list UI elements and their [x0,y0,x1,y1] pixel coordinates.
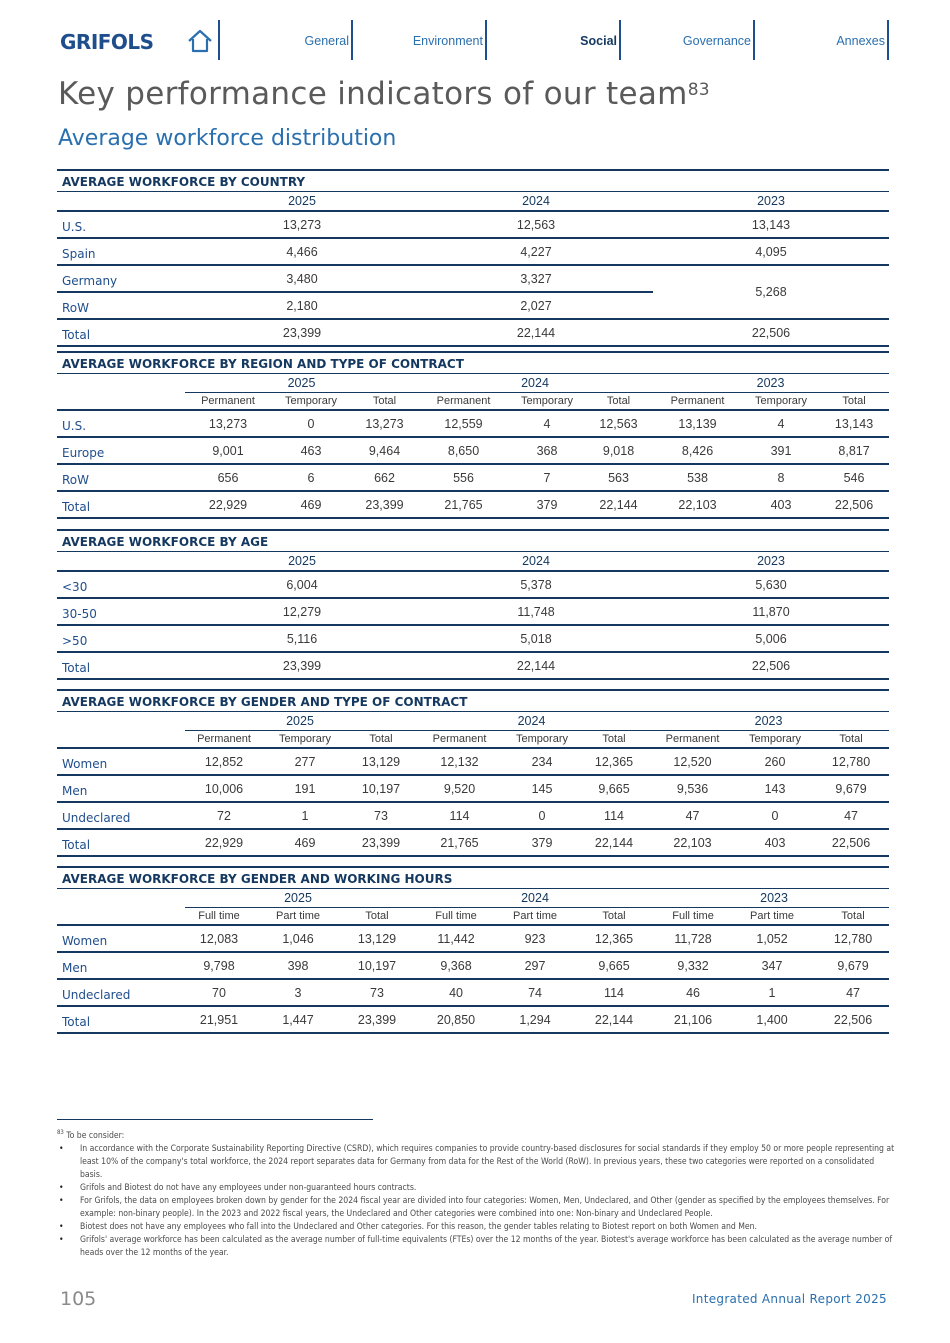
cell: 379 [509,491,585,518]
year-header: 2023 [648,712,889,731]
cell: 13,139 [652,410,743,437]
cell: 12,083 [185,925,253,952]
row-label: Women [57,925,185,952]
table-by-age [57,529,889,680]
table-row-total [57,829,889,856]
cell: 234 [504,748,580,775]
cell: 22,103 [652,491,743,518]
cell: 12,780 [817,925,889,952]
col-full-time: Full time [185,908,253,926]
footnote-bullet: • For Grifols, the data on employees broken down by gender for the 2024 fiscal year are divided into four categories: Women, Men, Undeclared, and Other (gender as specified by the employees themselves. For example: non-binary people). In the 2023 and 2022 fiscal years, the Undeclared and Other categories were combined into one: Non-binary and Undeclared People. [57,1195,895,1221]
table-row [57,598,889,625]
cell: 22,144 [580,829,648,856]
grifols-logo[interactable]: GRIFOLS [60,30,154,54]
cell: 538 [652,464,743,491]
cell: 23,399 [343,1006,411,1033]
nav-divider [351,20,353,60]
cell: 191 [263,775,347,802]
cell: 4,095 [653,238,889,265]
footnote-separator [57,1119,373,1120]
year-header: 2025 [185,889,411,908]
cell: 13,143 [819,410,889,437]
cell: 6,004 [185,571,419,598]
cell: 662 [351,464,418,491]
nav-divider [753,20,755,60]
table-title: AVERAGE WORKFORCE BY REGION AND TYPE OF CONTRACT [57,351,889,373]
cell: 22,506 [653,652,889,679]
col-total: Total [813,731,889,749]
year-header: 2024 [419,192,653,212]
cell: 23,399 [185,319,419,346]
cell: 0 [271,410,351,437]
year-header: 2023 [653,552,889,572]
cell: 47 [817,979,889,1006]
row-label: Undeclared [57,802,185,829]
table-by-region-contract [57,351,889,519]
nav-general[interactable]: General [304,34,349,48]
empty-header [57,889,185,908]
cell: 5,018 [419,625,653,652]
cell: 1,052 [727,925,817,952]
cell: 22,929 [185,829,263,856]
row-label: Men [57,775,185,802]
row-label: <30 [57,571,185,598]
cell-merged: 5,268 [653,265,889,319]
cell: 11,748 [419,598,653,625]
report-title: Integrated Annual Report 2025 [691,1292,887,1306]
cell: 3,480 [185,265,419,292]
row-label: 30-50 [57,598,185,625]
cell: 23,399 [185,652,419,679]
cell: 0 [737,802,813,829]
cell: 368 [509,437,585,464]
table-row [57,625,889,652]
page-title: Key performance indicators of our team$^{83}$ [58,76,710,112]
cell: 22,506 [819,491,889,518]
cell: 114 [569,979,659,1006]
empty-header [57,393,185,411]
cell: 23,399 [347,829,415,856]
row-label: Europe [57,437,185,464]
section-title: Average workforce distribution [58,126,397,151]
cell: 8,817 [819,437,889,464]
cell: 8,426 [652,437,743,464]
year-header: 2024 [415,712,648,731]
cell: 1,294 [501,1006,569,1033]
row-label: RoW [57,464,185,491]
cell: 9,018 [585,437,652,464]
cell: 22,144 [419,652,653,679]
cell: 46 [659,979,727,1006]
cell: 40 [411,979,501,1006]
col-permanent: Permanent [418,393,509,411]
footnote-intro: $^{83}$ To be consider: [57,1129,125,1141]
cell: 546 [819,464,889,491]
footnote-number: 83 [57,1129,64,1136]
cell: 9,520 [415,775,504,802]
col-temporary: Temporary [737,731,813,749]
row-label: U.S. [57,211,185,238]
table-row [57,952,889,979]
cell: 73 [347,802,415,829]
table-row [57,925,889,952]
col-part-time: Part time [253,908,343,926]
cell: 403 [737,829,813,856]
cell: 347 [727,952,817,979]
cell: 563 [585,464,652,491]
table-row [57,410,889,437]
cell: 12,563 [419,211,653,238]
col-temporary: Temporary [271,393,351,411]
cell: 21,951 [185,1006,253,1033]
cell: 10,197 [343,952,411,979]
cell: 72 [185,802,263,829]
col-temporary: Temporary [743,393,819,411]
cell: 1,046 [253,925,343,952]
cell: 22,506 [813,829,889,856]
col-total: Total [585,393,652,411]
row-label: Men [57,952,185,979]
cell: 12,852 [185,748,263,775]
cell: 1,447 [253,1006,343,1033]
year-header: 2025 [185,374,418,393]
nav-social[interactable]: Social [580,34,617,48]
cell: 277 [263,748,347,775]
table-by-gender-contract [57,689,889,857]
cell: 4,466 [185,238,419,265]
cell: 12,563 [585,410,652,437]
cell: 22,506 [653,319,889,346]
cell: 5,378 [419,571,653,598]
empty-header [57,712,185,731]
cell: 21,106 [659,1006,727,1033]
cell: 22,144 [569,1006,659,1033]
cell: 9,001 [185,437,271,464]
nav-divider [619,20,621,60]
table-row [57,464,889,491]
cell: 8,650 [418,437,509,464]
table-row [57,979,889,1006]
row-label: Undeclared [57,979,185,1006]
cell: 2,180 [185,292,419,319]
col-permanent: Permanent [652,393,743,411]
table-row [57,571,889,598]
cell: 9,665 [569,952,659,979]
col-permanent: Permanent [648,731,737,749]
cell: 12,780 [813,748,889,775]
cell: 1 [727,979,817,1006]
cell: 0 [504,802,580,829]
cell: 13,143 [653,211,889,238]
cell: 398 [253,952,343,979]
table-row-total [57,1006,889,1033]
table-title: AVERAGE WORKFORCE BY GENDER AND TYPE OF CONTRACT [57,689,889,711]
cell: 74 [501,979,569,1006]
year-header: 2025 [185,552,419,572]
nav-divider [485,20,487,60]
cell: 12,520 [648,748,737,775]
row-label: Women [57,748,185,775]
empty-header [57,192,185,212]
table-row [57,802,889,829]
cell: 13,273 [351,410,418,437]
cell: 21,765 [415,829,504,856]
col-total: Total [580,731,648,749]
nav-divider [218,20,220,60]
footnotes [57,1126,895,1260]
empty-header [57,908,185,926]
cell: 10,006 [185,775,263,802]
nav-environment[interactable]: Environment [412,34,483,48]
year-header: 2024 [418,374,652,393]
cell: 469 [263,829,347,856]
col-part-time: Part time [501,908,569,926]
nav-governance[interactable]: Governance [682,34,751,48]
col-total: Total [819,393,889,411]
year-header: 2023 [652,374,889,393]
cell: 556 [418,464,509,491]
row-label: Total [57,829,185,856]
table-title: AVERAGE WORKFORCE BY GENDER AND WORKING HOURS [57,866,889,888]
year-header: 2024 [411,889,659,908]
cell: 22,144 [419,319,653,346]
cell: 13,129 [343,925,411,952]
cell: 9,679 [817,952,889,979]
cell: 47 [813,802,889,829]
table-row [57,437,889,464]
cell: 9,679 [813,775,889,802]
cell: 12,559 [418,410,509,437]
row-label: RoW [57,292,185,319]
table-row-total [57,652,889,679]
table-row [57,775,889,802]
cell: 9,464 [351,437,418,464]
cell: 3 [253,979,343,1006]
home-icon[interactable] [186,28,214,59]
cell: 13,273 [185,410,271,437]
empty-header [57,731,185,749]
cell: 7 [509,464,585,491]
table-by-gender-hours [57,866,889,1034]
cell: 379 [504,829,580,856]
cell: 9,665 [580,775,648,802]
table-row [57,238,889,265]
cell: 5,116 [185,625,419,652]
cell: 22,506 [817,1006,889,1033]
cell: 22,144 [585,491,652,518]
cell: 297 [501,952,569,979]
top-navigation [0,20,950,62]
year-header: 2025 [185,192,419,212]
cell: 1 [263,802,347,829]
table-by-country [57,169,889,347]
footnote-bullet: • Grifols' average workforce has been calculated as the average number of full-time equivalents (FTEs) over the 12 months of the year. Biotest's average workforce has been calculated as the average number of heads over the 12 months of the year. [57,1234,895,1260]
footnote-bullet: • In accordance with the Corporate Sustainability Reporting Directive (CSRD), which requires companies to provide country-based disclosures for social standards if they employ 50 or more people representing at least 10% of the company's total workforce, the 2024 report separates data for Germany from data for the Rest of the World (RoW). In previous years, these two categories were reported on a consolidated basis. [57,1143,895,1182]
cell: 114 [415,802,504,829]
year-header: 2025 [185,712,415,731]
cell: 463 [271,437,351,464]
footnote-bullet: • Biotest does not have any employees who fall into the Undeclared and Other categories. For this reason, the gender tables relating to Biotest report on both Women and Men. [57,1221,895,1234]
row-label: U.S. [57,410,185,437]
row-label: Total [57,491,185,518]
table-row-total [57,319,889,346]
cell: 13,129 [347,748,415,775]
table-row [57,748,889,775]
cell: 143 [737,775,813,802]
cell: 114 [580,802,648,829]
cell: 23,399 [351,491,418,518]
cell: 3,327 [419,265,653,292]
col-full-time: Full time [411,908,501,926]
cell: 469 [271,491,351,518]
col-total: Total [347,731,415,749]
cell: 4 [743,410,819,437]
cell: 47 [648,802,737,829]
nav-annexes[interactable]: Annexes [836,34,885,48]
col-permanent: Permanent [185,731,263,749]
cell: 391 [743,437,819,464]
row-label: Total [57,652,185,679]
footnote-ref[interactable]: 83 [687,80,710,100]
cell: 11,728 [659,925,727,952]
cell: 9,368 [411,952,501,979]
col-total: Total [569,908,659,926]
cell: 403 [743,491,819,518]
cell: 12,365 [569,925,659,952]
cell: 656 [185,464,271,491]
cell: 11,442 [411,925,501,952]
nav-divider [887,20,889,60]
cell: 5,630 [653,571,889,598]
cell: 8 [743,464,819,491]
row-label: >50 [57,625,185,652]
cell: 11,870 [653,598,889,625]
footnote-bullet: • Grifols and Biotest do not have any employees under non-guaranteed hours contracts. [57,1182,895,1195]
table-row-total [57,491,889,518]
cell: 9,536 [648,775,737,802]
cell: 9,332 [659,952,727,979]
cell: 5,006 [653,625,889,652]
col-temporary: Temporary [504,731,580,749]
table-row [57,265,889,292]
cell: 923 [501,925,569,952]
cell: 22,929 [185,491,271,518]
row-label: Germany [57,265,185,292]
cell: 21,765 [418,491,509,518]
col-total: Total [351,393,418,411]
cell: 20,850 [411,1006,501,1033]
row-label: Spain [57,238,185,265]
col-permanent: Permanent [185,393,271,411]
cell: 13,273 [185,211,419,238]
cell: 4,227 [419,238,653,265]
col-full-time: Full time [659,908,727,926]
page-number: 105 [60,1288,97,1310]
cell: 12,132 [415,748,504,775]
year-header: 2023 [659,889,889,908]
row-label: Total [57,319,185,346]
year-header: 2023 [653,192,889,212]
cell: 70 [185,979,253,1006]
table-row [57,211,889,238]
empty-header [57,374,185,393]
cell: 1,400 [727,1006,817,1033]
cell: 260 [737,748,813,775]
cell: 2,027 [419,292,653,319]
col-temporary: Temporary [509,393,585,411]
cell: 145 [504,775,580,802]
cell: 10,197 [347,775,415,802]
empty-header [57,552,185,572]
col-temporary: Temporary [263,731,347,749]
cell: 73 [343,979,411,1006]
cell: 12,365 [580,748,648,775]
cell: 12,279 [185,598,419,625]
table-title: AVERAGE WORKFORCE BY COUNTRY [57,169,889,191]
table-title: AVERAGE WORKFORCE BY AGE [57,529,889,551]
cell: 22,103 [648,829,737,856]
cell: 9,798 [185,952,253,979]
col-part-time: Part time [727,908,817,926]
col-permanent: Permanent [415,731,504,749]
row-label: Total [57,1006,185,1033]
year-header: 2024 [419,552,653,572]
cell: 6 [271,464,351,491]
col-total: Total [817,908,889,926]
col-total: Total [343,908,411,926]
cell: 4 [509,410,585,437]
